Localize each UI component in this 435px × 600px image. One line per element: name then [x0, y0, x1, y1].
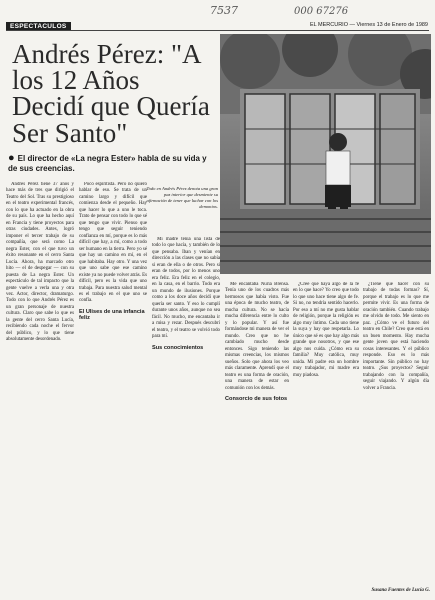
paragraph: ¿Tiene que hacer con su trabajo de todas formas? Sí, porque el trabajo es lo que me permite vivir. Es una forma de oración también. Cuando trabajo me olvido de todo. Me siento en paz. ¿Cómo ve el futuro del teatro en Chile? Creo que está en un buen momento. Hay mucha gente joven que está haciendo cosas interesantes. Y el público responde. Eso es lo más importante. Sin público no hay teatro. ¿Sus proyectos? Seguir trabajando con la compañía, seguir viajando. Y algún día volver a Francia. [363, 282, 429, 391]
article-photo [220, 34, 431, 274]
text-column-3 [152, 237, 220, 594]
text-column-5 [293, 282, 359, 594]
handwritten-archive-number: 000 67276 [294, 6, 349, 17]
subhead: Sus conocimientos [152, 344, 204, 351]
text-column-6 [363, 282, 429, 594]
subhead: El Ulises de una infancia feliz [79, 308, 145, 321]
paragraph: Andrés Pérez tiene 37 años y hace más de tres que dirigió el Teatro del Sol. Tras su prestigioso en el teatro experimental francés, con lo que ha actuado en la obra de su país. Lo que ha hecho aquí en Francia y tiene proyectos para otras ciudades. Antes, logró imponer el tercer trabajo de su compañía, que será como La negra Ester, con el que tuvo un éxito resonante en el cerro Santa Lucía. Ahora, ha marcado otro hito — el de despegar — con su puesta de La negra Ester. Un espectáculo de tal impacto que la gente vuelve a verla una y otra vez. Actor, director, dramaturgo. Todo con lo que Andrés Pérez es un gran personaje de nuestra cultura. Claro que sabe lo que es la gente del cerro Santa Lucía, recibiendo cada noche el fervor del público, y lo que tiene absolutamente desordenado. [6, 182, 74, 343]
handwritten-note: 7537 [210, 4, 238, 17]
text-column-4 [225, 282, 289, 594]
bullet-icon: ● [8, 152, 15, 164]
photo-caption: Todo en Andrés Pérez denota una gran paz interior que desmiente su afirmación de tener que luchar con los demonios. [146, 186, 218, 209]
publication-line: EL MERCURIO — Viernes 13 de Enero de 1989 [309, 22, 428, 28]
header-rule [6, 30, 429, 31]
paragraph: ¿Cree que haya algo de la fe en lo que hace? Yo creo que todo lo que uno hace tiene algo de fe. Si no, no tendría sentido hacerlo. Por eso a mí no me gusta hablar de religión, porque la religión es algo muy íntimo. Cada uno tiene la suya y hay que respetarla. Lo único que sé es que hay algo más grande que nosotros, y que ese algo nos cuida. ¿Cómo era su familia? Muy católica, muy unida. Mi padre era un hombre muy trabajador, mi madre era muy piadosa. [293, 282, 359, 378]
section-tag: ESPECTACULOS [6, 22, 71, 31]
text-column-2 [79, 182, 147, 594]
headline: Andrés Pérez: "A los 12 Años Decidí que Quería Ser Santo" [12, 39, 210, 148]
paragraph: Poco espiritista. Pero no quiero hablar de eso. Se trata de un camino largo y difícil que comienza desde el pequeño. Hay que hacer lo que a uno le toca. Trato de pensar con todo lo que sé que tengo que vivir. Pienso que tengo que seguir teniendo confianza en mí, porque es lo más difícil que hay, a mí, como a todo ser humano en la tierra. Pero yo sé que hay un camino en mí, en el que habitaba. Hay otro. Y una vez que uno sabe que ese camino existe ya no puede volver atrás. Es difícil, pero es la vida que uno trabaja. Para nuestra salud mental es el trabajo en el que uno se confía. [79, 182, 147, 304]
photo-illustration [220, 34, 431, 274]
paragraph: Mi madre tenía una lista de todo lo que hacía, y también de lo que pensaba. Iban y venían en dirección a las clases que no sabía si eran de ella o de otros. Pero si eran de todos, por lo menos uno era feliz. Era feliz en el colegio, en la casa, en el barrio. Todo era un mundo de ilusiones. Porque como a los doce años decidí que quería ser santo. Y eso lo cumplí durante unos años, aunque no sea fácil. No mucho, me encantaba ir a misa y rezar. Después descubrí el teatro, y el teatro se volvió todo para mí. [152, 237, 220, 340]
byline: Susana Fuentes de Lucía G. [371, 588, 430, 593]
deck-text: El director de «La negra Ester» habla de su vida y de sus creencias. [8, 154, 207, 173]
text-column-1 [6, 182, 74, 594]
deck [8, 154, 216, 174]
paragraph: Me encantaba Nuria Brensa. Tenía uno de los cuadros más hermosos que había visto. Fue una época de mucho teatro, de mucha cultura. No se hacía mucha diferencia entre lo culto y lo popular. Y así fue formándose mi manera de ver el mundo. Creo que no he cambiado mucho desde entonces. Sigo teniendo las mismas creencias, los mismos sueños. Solo que ahora los veo más claramente. Aprendí que el teatro es una forma de oración, una manera de estar en comunión con los demás. [225, 282, 289, 391]
subhead: Consorcio de sus fotos [225, 395, 288, 402]
